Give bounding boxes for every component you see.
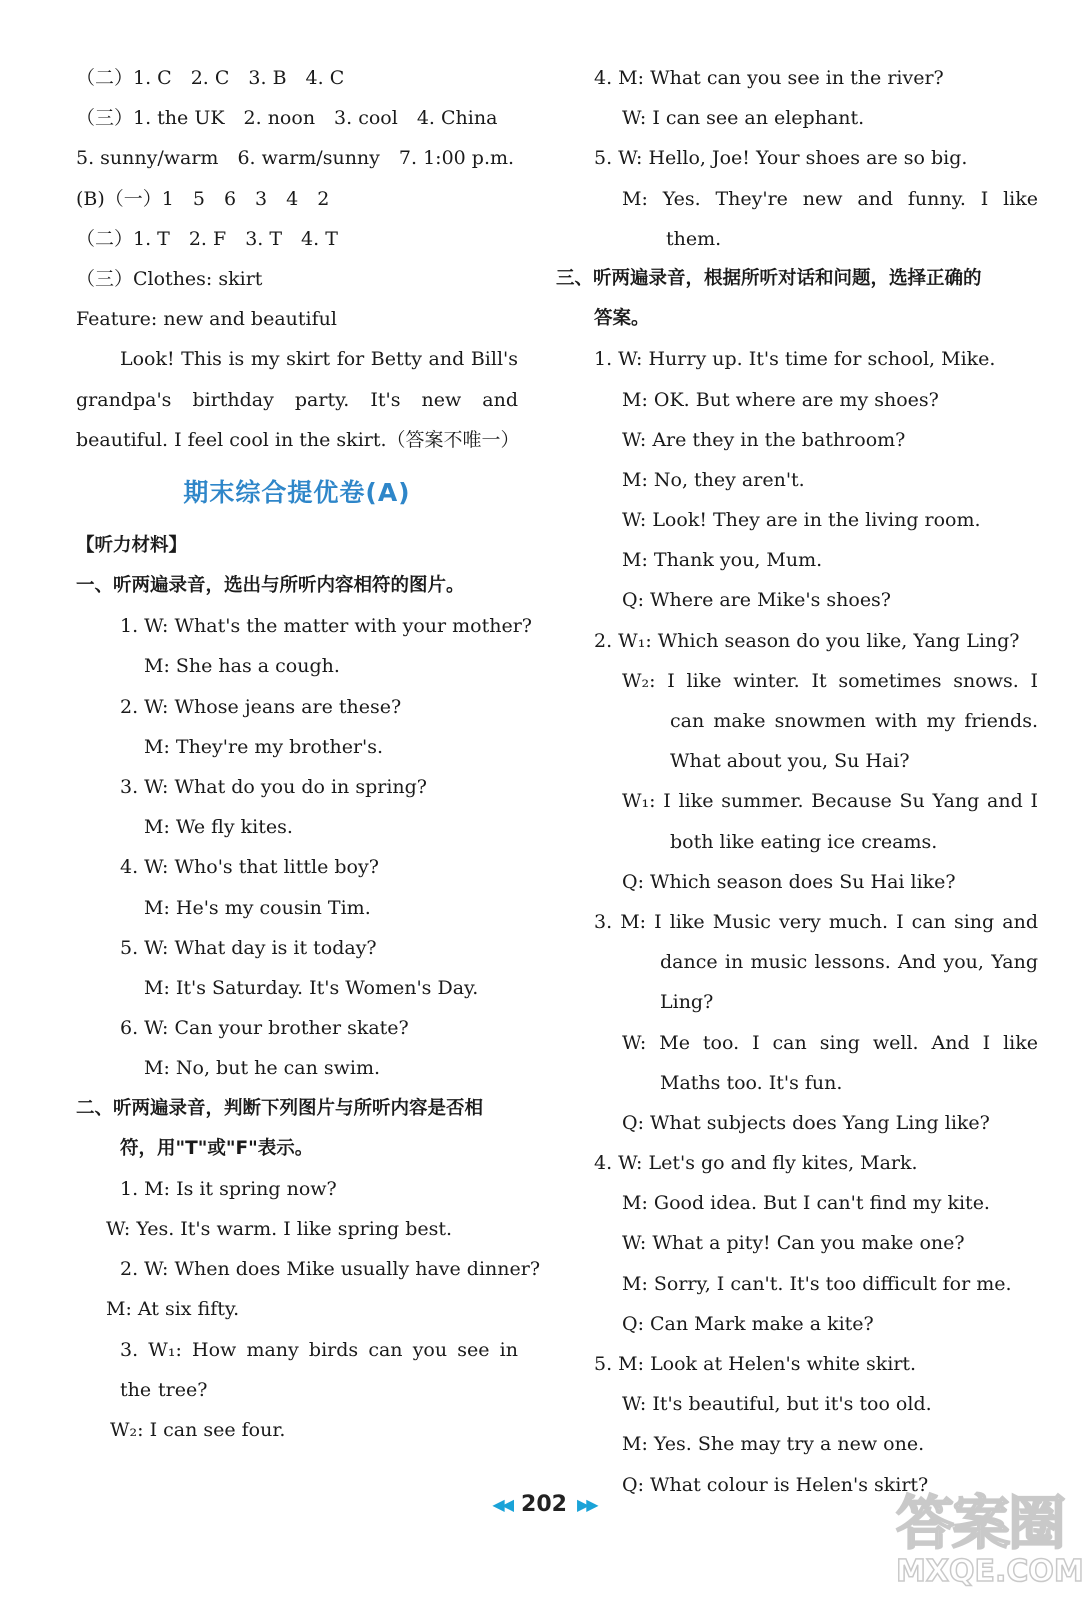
dialogue-line: M: Yes. She may try a new one.	[622, 1433, 925, 1456]
dialogue-line: Q: Can Mark make a kite?	[622, 1312, 874, 1335]
paragraph-line: Look! This is my skirt for Betty and Bill's	[120, 348, 518, 371]
dialogue-line: M: No, they aren't.	[622, 468, 805, 491]
dialogue-line: M: Sorry, I can't. It's too difficult for me.	[622, 1272, 1012, 1295]
dialogue-line: 1. M: Is it spring now?	[120, 1177, 337, 1200]
dialogue-line: M: He's my cousin Tim.	[144, 896, 371, 919]
dialogue-line: M: Thank you, Mum.	[622, 549, 823, 572]
dialogue-line: W: It's beautiful, but it's too old.	[622, 1393, 932, 1416]
answer-line: （三）Clothes: skirt	[76, 267, 263, 290]
dialogue-line: M: Good idea. But I can't find my kite.	[622, 1192, 990, 1215]
section-heading: 三、听两遍录音，根据所听对话和问题，选择正确的	[556, 267, 982, 289]
dialogue-line: M: Yes. They're new and funny. I like	[622, 187, 1038, 210]
dialogue-line: 3. M: I like Music very much. I can sing and	[594, 910, 1038, 933]
dialogue-line: dance in music lessons. And you, Yang	[660, 951, 1038, 974]
paragraph-line: grandpa's birthday party. It's new and	[76, 388, 518, 411]
answer-line: （二）1. C 2. C 3. B 4. C	[76, 67, 345, 89]
watermark-url-text: MXQE.COM	[896, 1554, 1084, 1589]
dialogue-line: W₂: I like winter. It sometimes snows. I	[622, 669, 1038, 692]
dialogue-line: W: Yes. It's warm. I like spring best.	[106, 1218, 453, 1241]
dialogue-line: W: Me too. I can sing well. And I like	[622, 1031, 1038, 1054]
dialogue-line: them.	[666, 227, 722, 250]
dialogue-line: What about you, Su Hai?	[670, 750, 910, 773]
right-column	[556, 58, 1038, 1505]
dialogue-line: both like eating ice creams.	[670, 830, 938, 853]
dialogue-line: M: We fly kites.	[144, 816, 293, 839]
dialogue-line: W₁: I like summer. Because Su Yang and I	[622, 790, 1038, 813]
dialogue-line: 2. W: When does Mike usually have dinner?	[120, 1258, 541, 1281]
left-column	[76, 58, 541, 1450]
dialogue-line: Q: What subjects does Yang Ling like?	[622, 1111, 990, 1134]
dialogue-line: can make snowmen with my friends.	[670, 710, 1038, 732]
section-heading: 一、听两遍录音，选出与所听内容相符的图片。	[76, 575, 465, 597]
dialogue-line: M: At six fifty.	[106, 1298, 240, 1321]
dialogue-line: M: They're my brother's.	[144, 735, 384, 758]
listening-header: 【听力材料】	[76, 534, 188, 556]
prev-arrows-icon: ◀◀	[492, 1494, 512, 1514]
section-heading: 二、听两遍录音，判断下列图片与所听内容是否相	[76, 1097, 484, 1119]
answer-line: 5. sunny/warm 6. warm/sunny 7. 1:00 p.m.	[76, 147, 515, 170]
next-arrows-icon: ▶▶	[576, 1494, 596, 1514]
section-heading-cont: 符，用"T"或"F"表示。	[120, 1137, 314, 1159]
dialogue-line: Q: Where are Mike's shoes?	[622, 589, 891, 612]
answer-line: （三）1. the UK 2. noon 3. cool 4. China	[76, 107, 498, 130]
dialogue-line: 5. M: Look at Helen's white skirt.	[594, 1353, 917, 1375]
dialogue-line: M: OK. But where are my shoes?	[622, 388, 939, 411]
dialogue-line: W: Look! They are in the living room.	[622, 509, 981, 532]
dialogue-line: 1. W: Hurry up. It's time for school, Mike.	[594, 348, 996, 371]
dialogue-line: 2. W₁: Which season do you like, Yang Ling?	[594, 629, 1020, 652]
answer-line: （二）1. T 2. F 3. T 4. T	[76, 227, 338, 250]
dialogue-line: 4. W: Who's that little boy?	[120, 856, 379, 879]
dialogue-line: Q: Which season does Su Hai like?	[622, 870, 956, 893]
dialogue-line: 2. W: Whose jeans are these?	[120, 695, 402, 718]
dialogue-line: 3. W₁: How many birds can you see in the	[120, 1338, 518, 1401]
dialogue-line: 4. M: What can you see in the river?	[594, 67, 944, 89]
dialogue-line: 5. W: Hello, Joe! Your shoes are so big.	[594, 147, 968, 170]
dialogue-line: 4. W: Let's go and fly kites, Mark.	[594, 1152, 918, 1175]
dialogue-line: 3. W: What do you do in spring?	[120, 776, 427, 798]
dialogue-line: W: Are they in the bathroom?	[622, 428, 906, 451]
paragraph-line: beautiful. I feel cool in the skirt.（答案不唯一）	[76, 428, 520, 451]
dialogue-line: Ling?	[660, 991, 714, 1014]
dialogue-line: 5. W: What day is it today?	[120, 936, 377, 959]
dialogue-line: M: No, but he can swim.	[144, 1057, 381, 1080]
dialogue-line: Q: What colour is Helen's skirt?	[622, 1473, 929, 1496]
dialogue-line: M: She has a cough.	[144, 655, 340, 678]
dialogue-line: W₂: I can see four.	[110, 1419, 286, 1441]
watermark-cn-text: 答案圈	[896, 1489, 1065, 1557]
page-number: 202	[521, 1491, 567, 1517]
dialogue-line: W: I can see an elephant.	[622, 107, 865, 130]
answer-line: Feature: new and beautiful	[76, 308, 337, 331]
answer-line: (B)（一）1 5 6 3 4 2	[76, 187, 330, 210]
dialogue-line: Maths too. It's fun.	[660, 1071, 843, 1094]
exam-title: 期末综合提优卷(A)	[183, 477, 411, 507]
dialogue-line: tree?	[158, 1378, 208, 1401]
dialogue-line: 6. W: Can your brother skate?	[120, 1017, 409, 1040]
dialogue-line: 1. W: What's the matter with your mother?	[120, 615, 532, 638]
section-heading-cont: 答案。	[594, 308, 650, 330]
watermark-logo	[896, 1476, 1084, 1594]
dialogue-line: W: What a pity! Can you make one?	[622, 1232, 965, 1255]
dialogue-line: M: It's Saturday. It's Women's Day.	[144, 976, 479, 999]
